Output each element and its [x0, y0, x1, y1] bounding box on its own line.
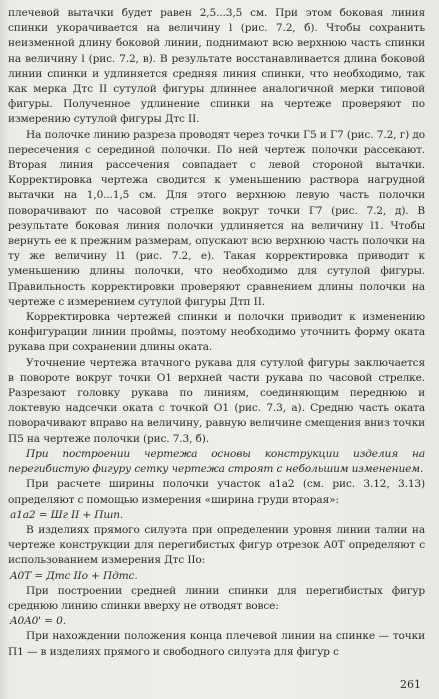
page-number: 261 — [400, 678, 421, 691]
paragraph-front-width: При расчете ширины полочки участок a1a2 (см. рис. 3.12, 3.13) определяют с помощью измерения «ширина груди вторая»: — [8, 478, 425, 506]
formula-a0a0: A0A0' = 0. — [10, 615, 66, 628]
page-body-text — [8, 6, 425, 660]
paragraph-front-correction: На полочке линию разреза проводят через точки Г5 и Г7 (рис. 7.2, г) до пересечения с серединой полочки. По ней чертеж полочки рассекают. Вторая линия рассечения совпадает с левой стороной вытачки. Корректировка чертежа сводится к уменьшению раствора нагрудной вытачки на 1,0...1,5 см. Для этого верхнюю левую часть полочки поворачивают по часовой стрелке вокруг точки Г7 (рис. 7.2, д). В результате боковая линия полочки удлиняется на величину l1. Чтобы вернуть ее к прежним размерам, опускают всю верхнюю часть полочки на ту же величину l1 (рис. 7.2, е). Такая корректировка приводит к уменьшению длины полочки, что необходимо для сутулой фигуры. Правильность корректировки проверяют сравнением длины полочки на чертеже с измерением сутулой фигуры Дтп II. — [8, 128, 425, 308]
paragraph-back-continuation: плечевой вытачки будет равен 2,5...3,5 см. При этом боковая линия спинки укорачивается на величину l (рис. 7.2, б). Чтобы сохранить неизменной длину боковой линии, поднимают всю верхнюю часть спинки на величину l (рис. 7.2, в). В результате восстанавливается длина боковой линии спинки и удлиняется средняя линия спинки, что необходимо, так как мерка Дтс II сутулой фигуры длиннее аналогичной мерки типовой фигуры. Полученное удлинение спинки на чертеже проверяют по измерению сутулой фигуры Дтс II. — [8, 7, 425, 126]
paragraph-waist-level: В изделиях прямого силуэта при определении уровня линии талии на чертеже конструкции для перегибистых фигур отрезок A0T определяют с использованием измерения Дтс IIо: — [8, 523, 425, 567]
formula-a1a2: a1a2 = Шг II + Пшп. — [10, 508, 124, 521]
paragraph-back-center: При построении средней линии спинки для перегибистых фигур среднюю линию спинки вверху не отводят вовсе: — [8, 584, 425, 612]
paragraph-armhole-change: Корректировка чертежей спинки и полочки приводит к изменению конфигурации линии проймы, поэтому необходимо уточнить форму оката рукава при сохранении длины оката. — [8, 311, 425, 354]
formula-a0t: A0T = Дтс IIо + Пдтс. — [10, 569, 138, 582]
paragraph-italic-heading: При построении чертежа основы конструкции изделия на перегибистую фигуру сетку чертежа строят с небольшим изменением. — [8, 447, 425, 476]
paragraph-shoulder-point: При нахождении положения конца плечевой линии на спинке — точки П1 — в изделиях прямого и свободного силуэта для фигур с — [8, 630, 425, 658]
paragraph-sleeve-correction: Уточнение чертежа втачного рукава для сутулой фигуры заключается в повороте вокруг точки O1 верхней части рукава по часовой стрелке. Разрезают головку рукава по линиям, соединяющим переднюю и локтевую надсечки оката с точкой O1 (рис. 7.3, а). Средню часть оката поворачивают вправо на величину, равную величине смещения вниз точки П5 на чертеже полочки (рис. 7.3, б). — [8, 356, 425, 445]
